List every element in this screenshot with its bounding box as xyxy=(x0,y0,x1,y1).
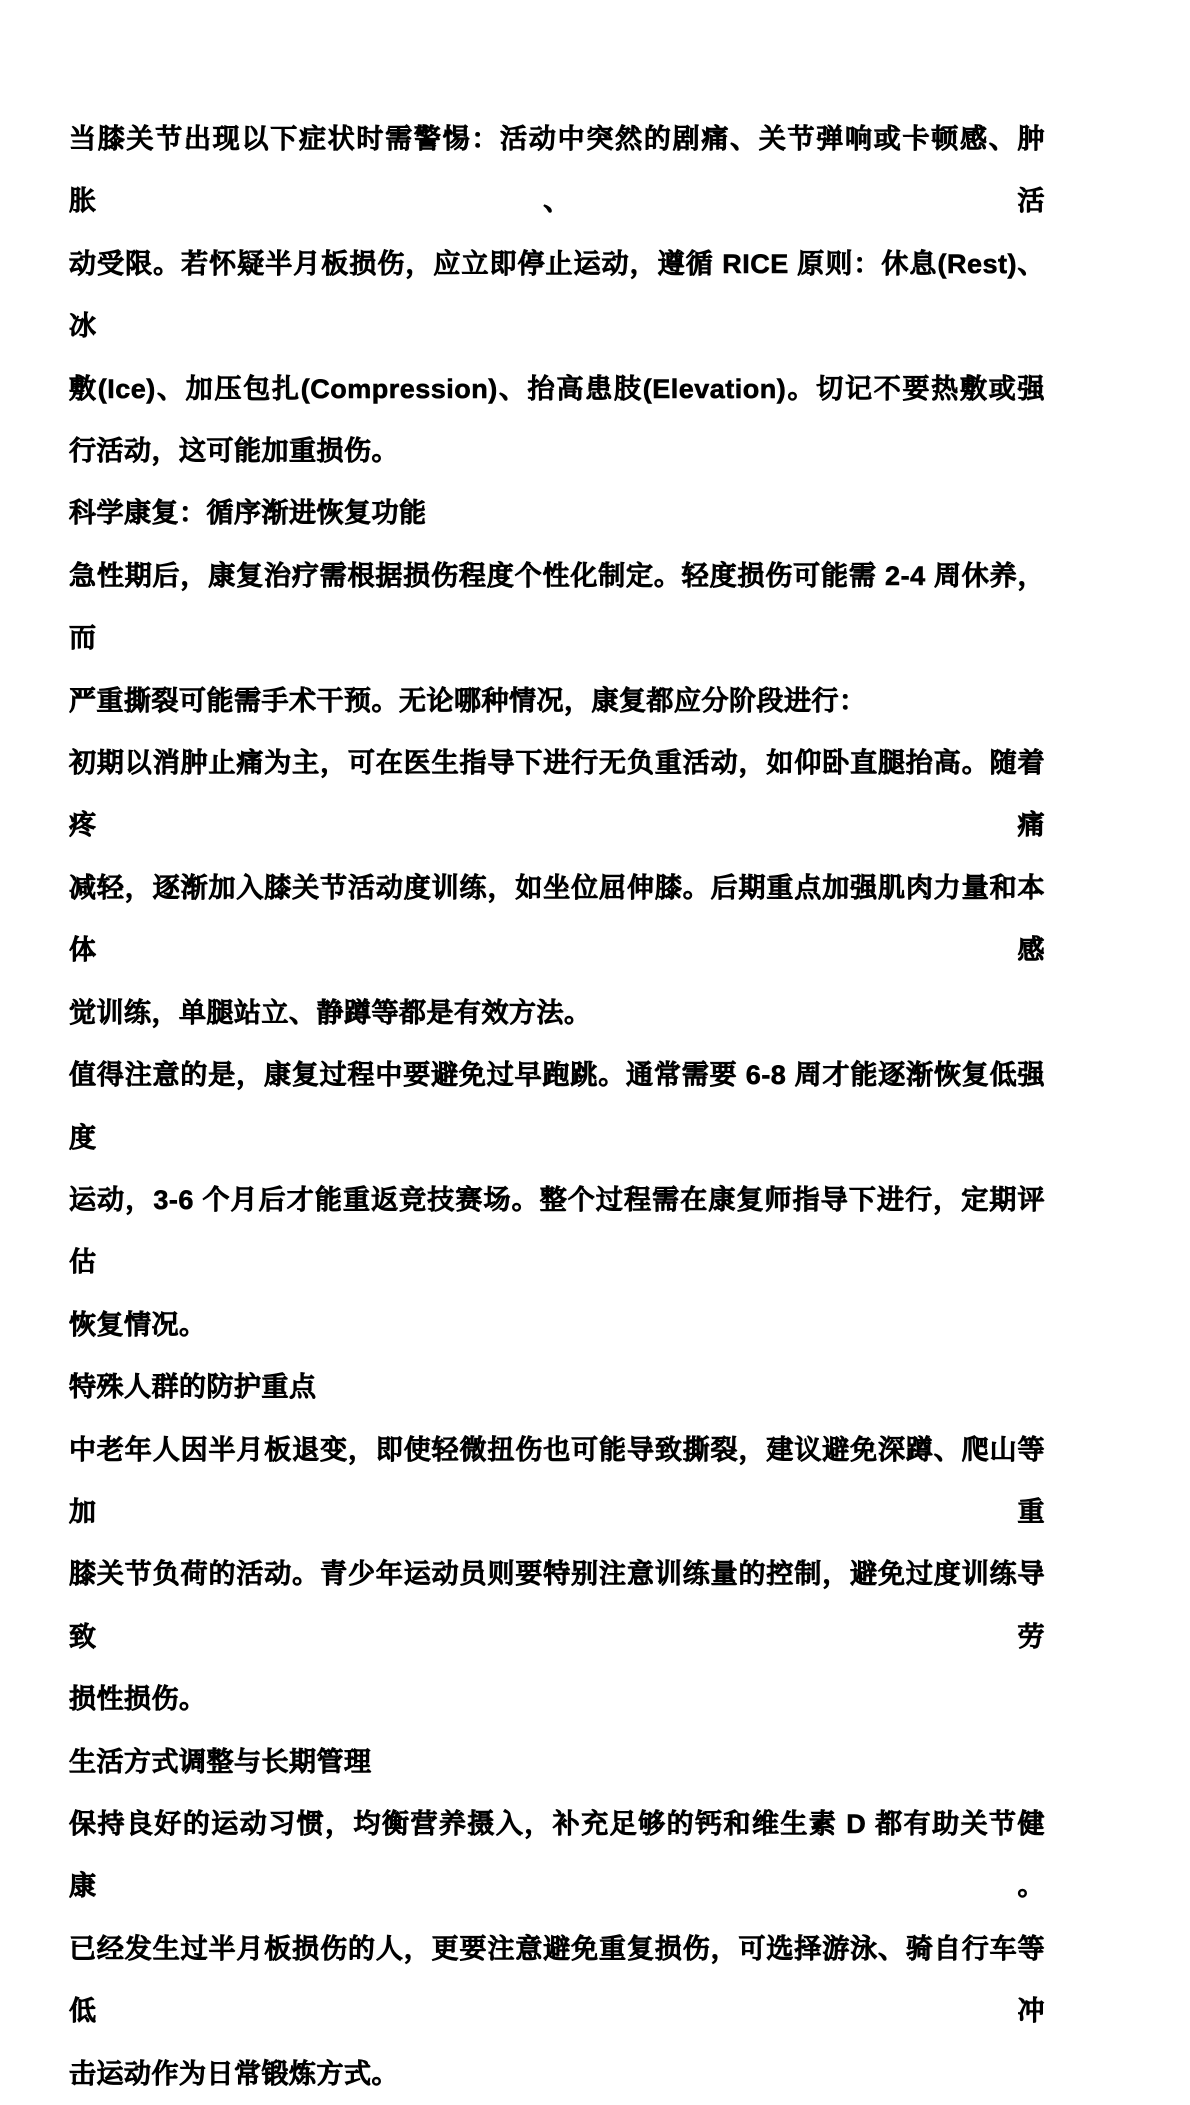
text-line: 行活动，这可能加重损伤。 xyxy=(69,436,399,467)
section-heading: 生活方式调整与长期管理 xyxy=(69,1746,372,1777)
text-line: 运动，3-6 个月后才能重返竞技赛场。整个过程需在康复师指导下进行，定期评估 xyxy=(69,1184,1045,1278)
text-line: 减轻，逐渐加入膝关节活动度训练，如坐位屈伸膝。后期重点加强肌肉力量和本体感 xyxy=(69,872,1045,966)
text-line: 值得注意的是，康复过程中要避免过早跑跳。通常需要 6-8 周才能逐渐恢复低强度 xyxy=(69,1060,1045,1153)
text-line: 损性损伤。 xyxy=(69,1684,207,1715)
text-line: 当膝关节出现以下症状时需警惕：活动中突然的剧痛、关节弹响或卡顿感、肿胀、活 xyxy=(69,124,1045,217)
text-line: 中老年人因半月板退变，即使轻微扭伤也可能导致撕裂，建议避免深蹲、爬山等加重 xyxy=(69,1434,1045,1527)
text-line: 击运动作为日常锻炼方式。 xyxy=(69,2058,399,2089)
text-line: 初期以消肿止痛为主，可在医生指导下进行无负重活动，如仰卧直腿抬高。随着疼痛 xyxy=(69,748,1045,841)
text-line: 敷(Ice)、加压包扎(Compression)、抬高患肢(Elevation)。切记不要热敷或强 xyxy=(69,373,1045,404)
text-line: 动受限。若怀疑半月板损伤，应立即停止运动，遵循 RICE 原则：休息(Rest)、冰 xyxy=(69,248,1045,342)
text-line: 保持良好的运动习惯，均衡营养摄入，补充足够的钙和维生素 D 都有助关节健康。 xyxy=(69,1808,1045,1902)
text-line: 觉训练，单腿站立、静蹲等都是有效方法。 xyxy=(69,997,592,1028)
text-line: 已经发生过半月板损伤的人，更要注意避免重复损伤，可选择游泳、骑自行车等低冲 xyxy=(69,1933,1045,2027)
text-line: 急性期后，康复治疗需根据损伤程度个性化制定。轻度损伤可能需 2-4 周休养，而 xyxy=(69,560,1045,654)
document-body xyxy=(69,108,1045,2105)
section-heading: 特殊人群的防护重点 xyxy=(69,1372,317,1403)
section-heading: 科学康复：循序渐进恢复功能 xyxy=(69,498,427,529)
text-line: 恢复情况。 xyxy=(69,1309,207,1340)
text-line: 膝关节负荷的活动。青少年运动员则要特别注意训练量的控制，避免过度训练导致劳 xyxy=(69,1559,1045,1652)
text-line: 严重撕裂可能需手术干预。无论哪种情况，康复都应分阶段进行： xyxy=(69,685,867,716)
